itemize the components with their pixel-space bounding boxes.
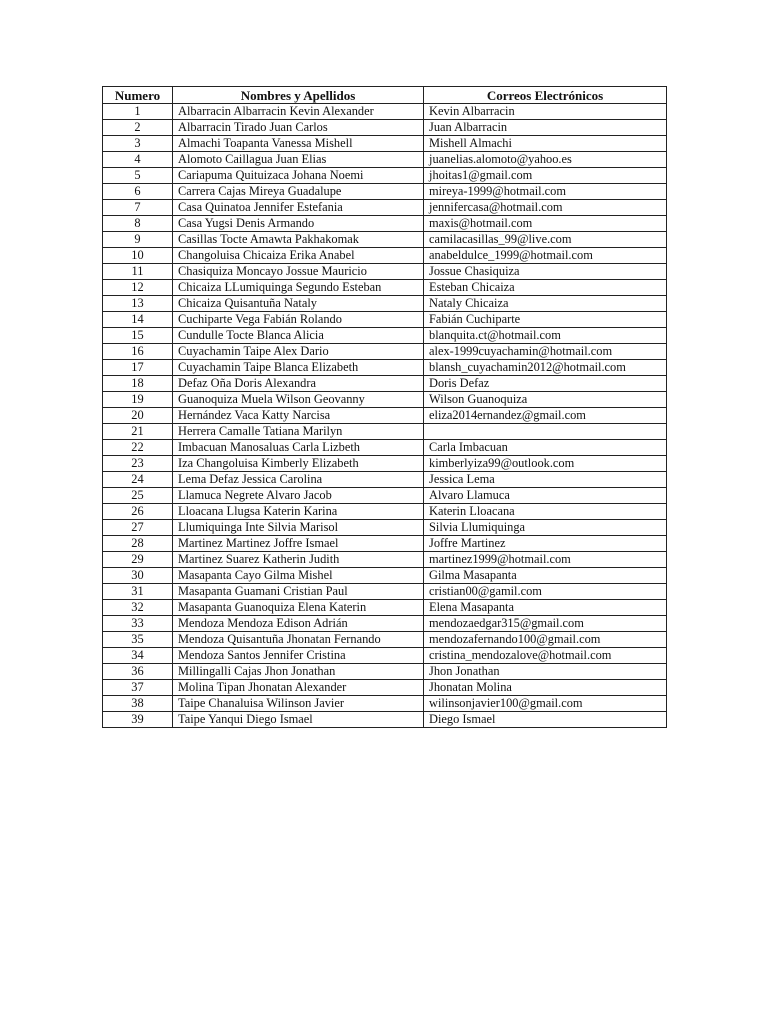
row-email-cell: Kevin Albarracin: [424, 104, 667, 120]
row-email-cell: kimberlyiza99@outlook.com: [424, 456, 667, 472]
table-row: [103, 136, 667, 152]
row-name-cell: Casa Quinatoa Jennifer Estefania: [173, 200, 424, 216]
table-row: [103, 312, 667, 328]
row-name-cell: Almachi Toapanta Vanessa Mishell: [173, 136, 424, 152]
row-name-cell: Taipe Yanqui Diego Ismael: [173, 712, 424, 728]
row-email-cell: Jhonatan Molina: [424, 680, 667, 696]
row-number-cell: 31: [103, 584, 173, 600]
row-number-cell: 11: [103, 264, 173, 280]
row-number-cell: 38: [103, 696, 173, 712]
row-name-cell: Cuyachamin Taipe Blanca Elizabeth: [173, 360, 424, 376]
row-name-cell: Molina Tipan Jhonatan Alexander: [173, 680, 424, 696]
table-row: [103, 120, 667, 136]
table-row: [103, 248, 667, 264]
row-name-cell: Alomoto Caillagua Juan Elias: [173, 152, 424, 168]
row-number-cell: 35: [103, 632, 173, 648]
row-name-cell: Mendoza Mendoza Edison Adrián: [173, 616, 424, 632]
row-email-cell: alex-1999cuyachamin@hotmail.com: [424, 344, 667, 360]
table-row: [103, 440, 667, 456]
table-row: [103, 200, 667, 216]
row-number-cell: 3: [103, 136, 173, 152]
table-row: [103, 648, 667, 664]
table-row: [103, 664, 667, 680]
row-email-cell: anabeldulce_1999@hotmail.com: [424, 248, 667, 264]
row-number-cell: 16: [103, 344, 173, 360]
row-email-cell: Doris Defaz: [424, 376, 667, 392]
row-name-cell: Llumiquinga Inte Silvia Marisol: [173, 520, 424, 536]
row-email-cell: Mishell Almachi: [424, 136, 667, 152]
row-name-cell: Masapanta Cayo Gilma Mishel: [173, 568, 424, 584]
row-email-cell: Joffre Martinez: [424, 536, 667, 552]
table-row: [103, 536, 667, 552]
header-numero: Numero: [103, 87, 173, 104]
row-number-cell: 2: [103, 120, 173, 136]
row-email-cell: jhoitas1@gmail.com: [424, 168, 667, 184]
row-email-cell: mendozafernando100@gmail.com: [424, 632, 667, 648]
table-row: [103, 216, 667, 232]
row-email-cell: Jossue Chasiquiza: [424, 264, 667, 280]
row-number-cell: 27: [103, 520, 173, 536]
table-row: [103, 344, 667, 360]
row-number-cell: 24: [103, 472, 173, 488]
row-email-cell: maxis@hotmail.com: [424, 216, 667, 232]
row-email-cell: Esteban Chicaiza: [424, 280, 667, 296]
row-name-cell: Iza Changoluisa Kimberly Elizabeth: [173, 456, 424, 472]
table-header-row: [103, 87, 667, 104]
row-number-cell: 12: [103, 280, 173, 296]
row-email-cell: Jhon Jonathan: [424, 664, 667, 680]
table-row: [103, 104, 667, 120]
row-number-cell: 37: [103, 680, 173, 696]
row-email-cell: juanelias.alomoto@yahoo.es: [424, 152, 667, 168]
row-number-cell: 8: [103, 216, 173, 232]
row-email-cell: mireya-1999@hotmail.com: [424, 184, 667, 200]
row-number-cell: 4: [103, 152, 173, 168]
table-row: [103, 392, 667, 408]
row-name-cell: Albarracin Albarracin Kevin Alexander: [173, 104, 424, 120]
row-name-cell: Casa Yugsi Denis Armando: [173, 216, 424, 232]
row-name-cell: Taipe Chanaluisa Wilinson Javier: [173, 696, 424, 712]
row-name-cell: Carrera Cajas Mireya Guadalupe: [173, 184, 424, 200]
row-name-cell: Chicaiza LLumiquinga Segundo Esteban: [173, 280, 424, 296]
table-row: [103, 472, 667, 488]
row-number-cell: 6: [103, 184, 173, 200]
table-row: [103, 568, 667, 584]
table-row: [103, 520, 667, 536]
row-name-cell: Masapanta Guamani Cristian Paul: [173, 584, 424, 600]
row-email-cell: Jessica Lema: [424, 472, 667, 488]
row-number-cell: 39: [103, 712, 173, 728]
table-row: [103, 696, 667, 712]
table-row: [103, 232, 667, 248]
table-row: [103, 616, 667, 632]
table-row: [103, 360, 667, 376]
row-name-cell: Herrera Camalle Tatiana Marilyn: [173, 424, 424, 440]
row-number-cell: 34: [103, 648, 173, 664]
row-number-cell: 21: [103, 424, 173, 440]
row-number-cell: 32: [103, 600, 173, 616]
row-email-cell: Katerin Lloacana: [424, 504, 667, 520]
row-number-cell: 14: [103, 312, 173, 328]
table-row: [103, 184, 667, 200]
row-name-cell: Chicaiza Quisantuña Nataly: [173, 296, 424, 312]
row-name-cell: Cuchiparte Vega Fabián Rolando: [173, 312, 424, 328]
row-name-cell: Martinez Suarez Katherin Judith: [173, 552, 424, 568]
row-email-cell: Gilma Masapanta: [424, 568, 667, 584]
row-email-cell: Nataly Chicaiza: [424, 296, 667, 312]
row-number-cell: 7: [103, 200, 173, 216]
table-row: [103, 680, 667, 696]
row-number-cell: 36: [103, 664, 173, 680]
table-row: [103, 488, 667, 504]
table-row: [103, 632, 667, 648]
row-number-cell: 1: [103, 104, 173, 120]
row-number-cell: 19: [103, 392, 173, 408]
row-name-cell: Cundulle Tocte Blanca Alicia: [173, 328, 424, 344]
row-email-cell: blansh_cuyachamin2012@hotmail.com: [424, 360, 667, 376]
row-name-cell: Lema Defaz Jessica Carolina: [173, 472, 424, 488]
row-name-cell: Casillas Tocte Amawta Pakhakomak: [173, 232, 424, 248]
row-email-cell: jennifercasa@hotmail.com: [424, 200, 667, 216]
row-email-cell: Juan Albarracin: [424, 120, 667, 136]
row-email-cell: Diego Ismael: [424, 712, 667, 728]
table-row: [103, 296, 667, 312]
table-row: [103, 328, 667, 344]
row-number-cell: 33: [103, 616, 173, 632]
row-number-cell: 17: [103, 360, 173, 376]
row-number-cell: 26: [103, 504, 173, 520]
table-row: [103, 712, 667, 728]
table-row: [103, 456, 667, 472]
row-name-cell: Cariapuma Quituizaca Johana Noemi: [173, 168, 424, 184]
row-number-cell: 22: [103, 440, 173, 456]
row-number-cell: 18: [103, 376, 173, 392]
header-nombres: Nombres y Apellidos: [173, 87, 424, 104]
row-name-cell: Chasiquiza Moncayo Jossue Mauricio: [173, 264, 424, 280]
row-name-cell: Lloacana Llugsa Katerin Karina: [173, 504, 424, 520]
table-row: [103, 376, 667, 392]
table-body: [103, 104, 667, 728]
row-number-cell: 28: [103, 536, 173, 552]
row-name-cell: Martinez Martinez Joffre Ismael: [173, 536, 424, 552]
student-roster-table: [102, 86, 667, 728]
table-row: [103, 584, 667, 600]
table-row: [103, 600, 667, 616]
table-row: [103, 552, 667, 568]
row-email-cell: wilinsonjavier100@gmail.com: [424, 696, 667, 712]
row-number-cell: 29: [103, 552, 173, 568]
row-name-cell: Llamuca Negrete Alvaro Jacob: [173, 488, 424, 504]
row-name-cell: Imbacuan Manosaluas Carla Lizbeth: [173, 440, 424, 456]
row-email-cell: mendozaedgar315@gmail.com: [424, 616, 667, 632]
row-number-cell: 5: [103, 168, 173, 184]
row-email-cell: Fabián Cuchiparte: [424, 312, 667, 328]
table-row: [103, 408, 667, 424]
table-row: [103, 280, 667, 296]
row-name-cell: Hernández Vaca Katty Narcisa: [173, 408, 424, 424]
row-email-cell: blanquita.ct@hotmail.com: [424, 328, 667, 344]
header-correos: Correos Electrónicos: [424, 87, 667, 104]
row-email-cell: [424, 424, 667, 440]
row-name-cell: Albarracin Tirado Juan Carlos: [173, 120, 424, 136]
row-email-cell: eliza2014ernandez@gmail.com: [424, 408, 667, 424]
row-name-cell: Changoluisa Chicaiza Erika Anabel: [173, 248, 424, 264]
row-number-cell: 15: [103, 328, 173, 344]
row-email-cell: Wilson Guanoquiza: [424, 392, 667, 408]
row-name-cell: Defaz Oña Doris Alexandra: [173, 376, 424, 392]
row-number-cell: 9: [103, 232, 173, 248]
row-name-cell: Mendoza Quisantuña Jhonatan Fernando: [173, 632, 424, 648]
row-name-cell: Mendoza Santos Jennifer Cristina: [173, 648, 424, 664]
row-email-cell: cristina_mendozalove@hotmail.com: [424, 648, 667, 664]
row-email-cell: martinez1999@hotmail.com: [424, 552, 667, 568]
row-number-cell: 13: [103, 296, 173, 312]
row-number-cell: 20: [103, 408, 173, 424]
row-name-cell: Masapanta Guanoquiza Elena Katerin: [173, 600, 424, 616]
row-number-cell: 10: [103, 248, 173, 264]
table-row: [103, 504, 667, 520]
table-row: [103, 424, 667, 440]
row-email-cell: Carla Imbacuan: [424, 440, 667, 456]
row-name-cell: Guanoquiza Muela Wilson Geovanny: [173, 392, 424, 408]
row-email-cell: camilacasillas_99@live.com: [424, 232, 667, 248]
row-name-cell: Cuyachamin Taipe Alex Dario: [173, 344, 424, 360]
row-number-cell: 23: [103, 456, 173, 472]
row-email-cell: Silvia Llumiquinga: [424, 520, 667, 536]
row-number-cell: 25: [103, 488, 173, 504]
row-email-cell: Alvaro Llamuca: [424, 488, 667, 504]
row-number-cell: 30: [103, 568, 173, 584]
row-email-cell: Elena Masapanta: [424, 600, 667, 616]
table-row: [103, 168, 667, 184]
table-row: [103, 264, 667, 280]
table-row: [103, 152, 667, 168]
row-email-cell: cristian00@gamil.com: [424, 584, 667, 600]
row-name-cell: Millingalli Cajas Jhon Jonathan: [173, 664, 424, 680]
